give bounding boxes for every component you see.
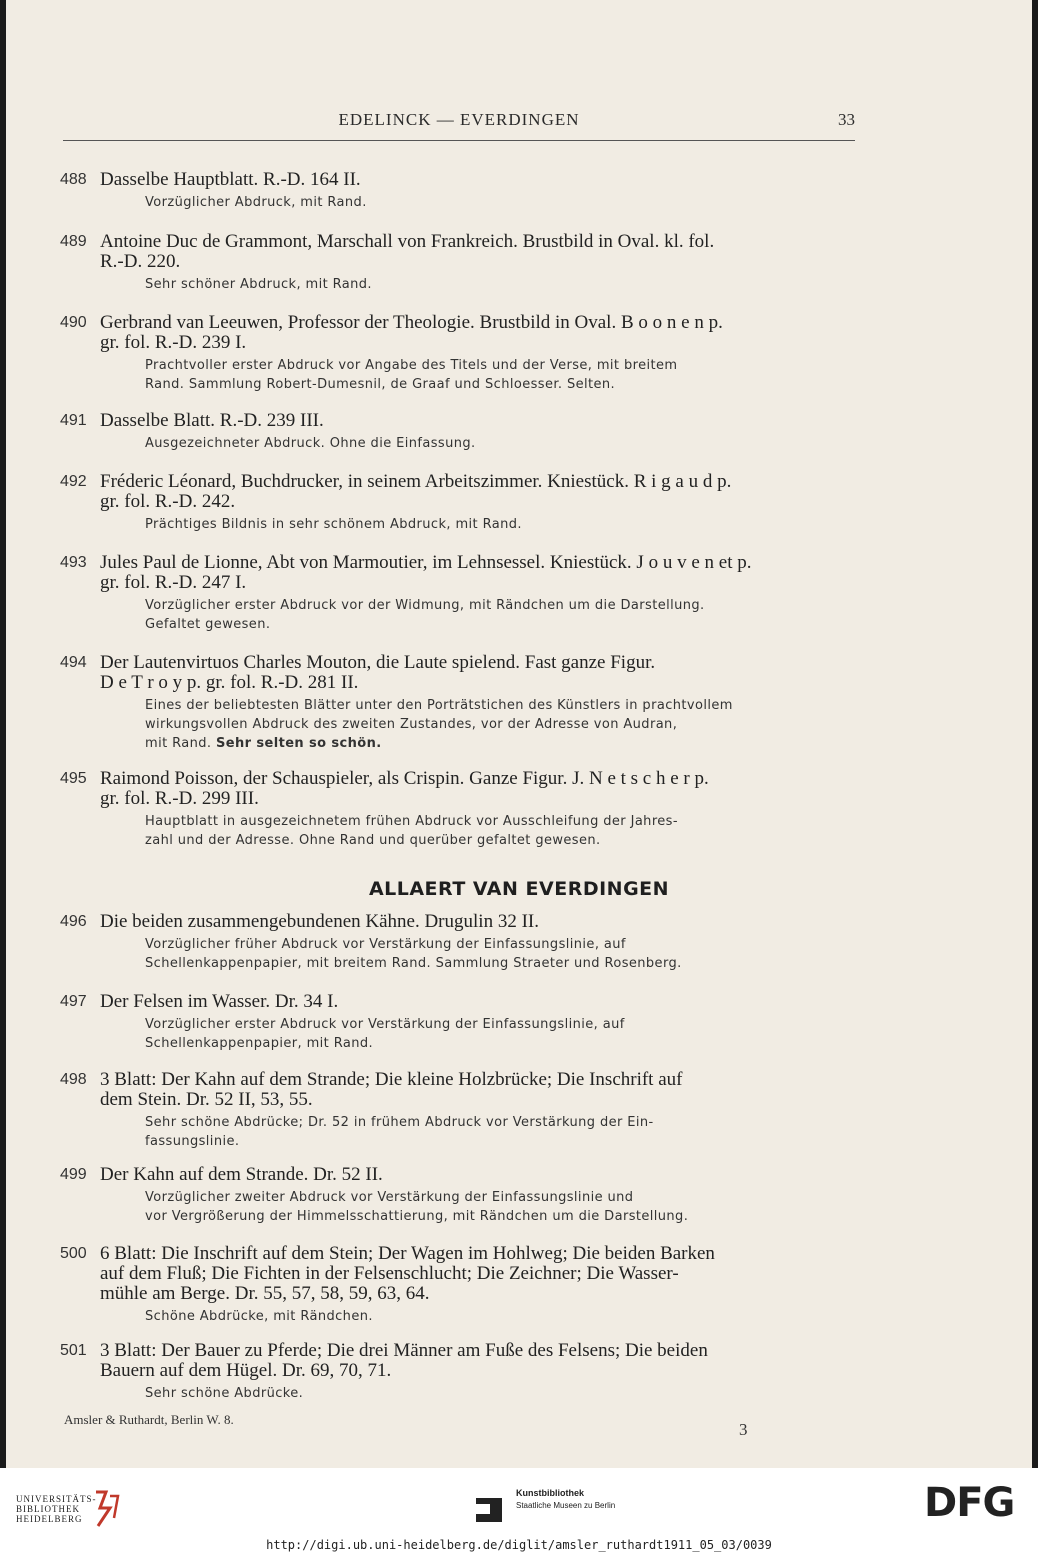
entry-title: Antoine Duc de Grammont, Marschall von Frankreich. Brustbild in Oval. kl. fol. R.-D. 220. bbox=[100, 231, 715, 272]
entry-note: Prächtiges Bildnis in sehr schönem Abdruck, mit Rand. bbox=[145, 517, 522, 532]
source-url[interactable]: http://digi.ub.uni-heidelberg.de/diglit/amsler_ruthardt1911_05_03/0039 bbox=[266, 1538, 772, 1552]
entry-title: 3 Blatt: Der Bauer zu Pferde; Die drei Männer am Fuße des Felsens; Die beiden Bauern auf dem Hügel. Dr. 69, 70, 71. bbox=[100, 1340, 708, 1381]
entry-note: Eines der beliebtesten Blätter unter den Porträtstichen des Künstlers in prachtvollem wirkungsvollen Abdruck des zweiten Zustandes, vor der Adresse von Audran, mit Rand. Sehr selten so schön. bbox=[145, 698, 733, 751]
university-logo-icon bbox=[88, 1488, 124, 1528]
entry-title: 6 Blatt: Die Inschrift auf dem Stein; Der Wagen im Hohlweg; Die beiden Barken auf dem Fluß; Die Fichten in der Felsenschlucht; Die Zeichner; Die Wasser- mühle am Berge. Dr. 55, 57, 58, 59, 63, 64. bbox=[100, 1243, 715, 1304]
entry-title: Die beiden zusammengebundenen Kähne. Drugulin 32 II. bbox=[100, 911, 539, 932]
catalog-entry bbox=[60, 313, 860, 394]
signature-mark: 3 bbox=[739, 1420, 748, 1439]
entry-note: Sehr schöne Abdrücke; Dr. 52 in frühem Abdruck vor Verstärkung der Ein- fassungslinie. bbox=[145, 1115, 654, 1149]
entry-number: 490 bbox=[60, 314, 87, 331]
entry-number: 498 bbox=[60, 1071, 87, 1088]
catalog-entry bbox=[60, 992, 860, 1053]
entry-number: 491 bbox=[60, 412, 87, 429]
entry-number: 493 bbox=[60, 554, 87, 571]
entry-note: Sehr schöne Abdrücke. bbox=[145, 1386, 304, 1401]
catalog-entry bbox=[60, 1070, 860, 1151]
entry-number: 492 bbox=[60, 473, 87, 490]
entry-note: Ausgezeichneter Abdruck. Ohne die Einfassung. bbox=[145, 436, 476, 451]
catalog-entry bbox=[60, 1341, 860, 1403]
catalog-entry bbox=[60, 170, 860, 212]
running-header bbox=[63, 110, 855, 141]
catalog-entry bbox=[60, 472, 860, 534]
entry-number: 496 bbox=[60, 913, 87, 930]
kunstbibliothek-label: Kunstbibliothek Staatliche Museen zu Berlin bbox=[516, 1488, 616, 1510]
entry-note: Vorzüglicher Abdruck, mit Rand. bbox=[145, 195, 367, 210]
entry-number: 495 bbox=[60, 770, 87, 787]
dfg-logo: DFG bbox=[924, 1480, 1015, 1526]
header-title: EDELINCK — EVERDINGEN bbox=[338, 110, 580, 129]
printer-imprint: Amsler & Ruthardt, Berlin W. 8. bbox=[64, 1412, 234, 1427]
entry-note: Vorzüglicher zweiter Abdruck vor Verstärkung der Einfassungslinie und vor Vergrößerung der Himmelsschattierung, mit Rändchen um die Darstellung. bbox=[145, 1190, 689, 1224]
entry-number: 500 bbox=[60, 1245, 87, 1262]
university-library-label: UNIVERSITÄTS- BIBLIOTHEK HEIDELBERG bbox=[16, 1494, 97, 1524]
entry-number: 494 bbox=[60, 654, 87, 671]
entry-number: 501 bbox=[60, 1342, 87, 1359]
entry-title: Fréderic Léonard, Buchdrucker, in seinem Arbeitszimmer. Kniestück. R i g a u d p. gr. fol. R.-D. 242. bbox=[100, 471, 732, 512]
digitization-footer bbox=[0, 1468, 1038, 1553]
entry-note: Sehr schöner Abdruck, mit Rand. bbox=[145, 277, 372, 292]
entry-title: 3 Blatt: Der Kahn auf dem Strande; Die kleine Holzbrücke; Die Inschrift auf dem Stein. Dr. 52 II, 53, 55. bbox=[100, 1069, 683, 1110]
entry-note: Schöne Abdrücke, mit Rändchen. bbox=[145, 1309, 373, 1324]
entry-note: Vorzüglicher früher Abdruck vor Verstärkung der Einfassungslinie, auf Schellenkappenpapier, mit breitem Rand. Sammlung Straeter und Rosenberg. bbox=[145, 937, 682, 971]
kunstbibliothek-logo-icon bbox=[474, 1492, 504, 1524]
entry-title: Der Kahn auf dem Strande. Dr. 52 II. bbox=[100, 1164, 383, 1185]
catalog-entry bbox=[60, 769, 860, 850]
entry-note: Vorzüglicher erster Abdruck vor Verstärkung der Einfassungslinie, auf Schellenkappenpapier, mit Rand. bbox=[145, 1017, 625, 1051]
entry-note: Vorzüglicher erster Abdruck vor der Widmung, mit Rändchen um die Darstellung. Gefaltet gewesen. bbox=[145, 598, 705, 632]
entry-note: Hauptblatt in ausgezeichnetem frühen Abdruck vor Ausschleifung der Jahres- zahl und der Adresse. Ohne Rand und querüber gefaltet gewesen. bbox=[145, 814, 678, 848]
entry-number: 488 bbox=[60, 171, 87, 188]
entry-number: 499 bbox=[60, 1166, 87, 1183]
entry-number: 497 bbox=[60, 993, 87, 1010]
entry-title: Raimond Poisson, der Schauspieler, als Crispin. Ganze Figur. J. N e t s c h e r p. gr. fol. R.-D. 299 III. bbox=[100, 768, 709, 809]
entry-title: Der Felsen im Wasser. Dr. 34 I. bbox=[100, 991, 339, 1012]
entry-title: Jules Paul de Lionne, Abt von Marmoutier, im Lehnsessel. Kniestück. J o u v e n et p. gr. fol. R.-D. 247 I. bbox=[100, 552, 752, 593]
catalog-entry bbox=[60, 1244, 860, 1326]
section-heading: ALLAERT VAN EVERDINGEN bbox=[368, 878, 670, 900]
emphasis-text: Sehr selten so schön. bbox=[216, 736, 382, 751]
entry-note: Prachtvoller erster Abdruck vor Angabe des Titels und der Verse, mit breitem Rand. Sammlung Robert-Dumesnil, de Graaf und Schloesser. Selten. bbox=[145, 358, 678, 392]
catalog-entry bbox=[60, 912, 860, 973]
entry-title: Gerbrand van Leeuwen, Professor der Theologie. Brustbild in Oval. B o o n e n p. gr. fol. R.-D. 239 I. bbox=[100, 312, 723, 353]
catalog-entry bbox=[60, 232, 860, 294]
entry-title: Der Lautenvirtuos Charles Mouton, die Laute spielend. Fast ganze Figur. D e T r o y p. gr. fol. R.-D. 281 II. bbox=[100, 652, 656, 693]
page-number: 33 bbox=[838, 110, 855, 129]
entry-number: 489 bbox=[60, 233, 87, 250]
scanned-page bbox=[6, 0, 1032, 1468]
entry-title: Dasselbe Blatt. R.-D. 239 III. bbox=[100, 410, 324, 431]
catalog-entry bbox=[60, 553, 860, 634]
catalog-entry bbox=[60, 411, 860, 453]
catalog-entry bbox=[60, 653, 860, 753]
catalog-entry bbox=[60, 1165, 860, 1226]
entry-title: Dasselbe Hauptblatt. R.-D. 164 II. bbox=[100, 169, 361, 190]
